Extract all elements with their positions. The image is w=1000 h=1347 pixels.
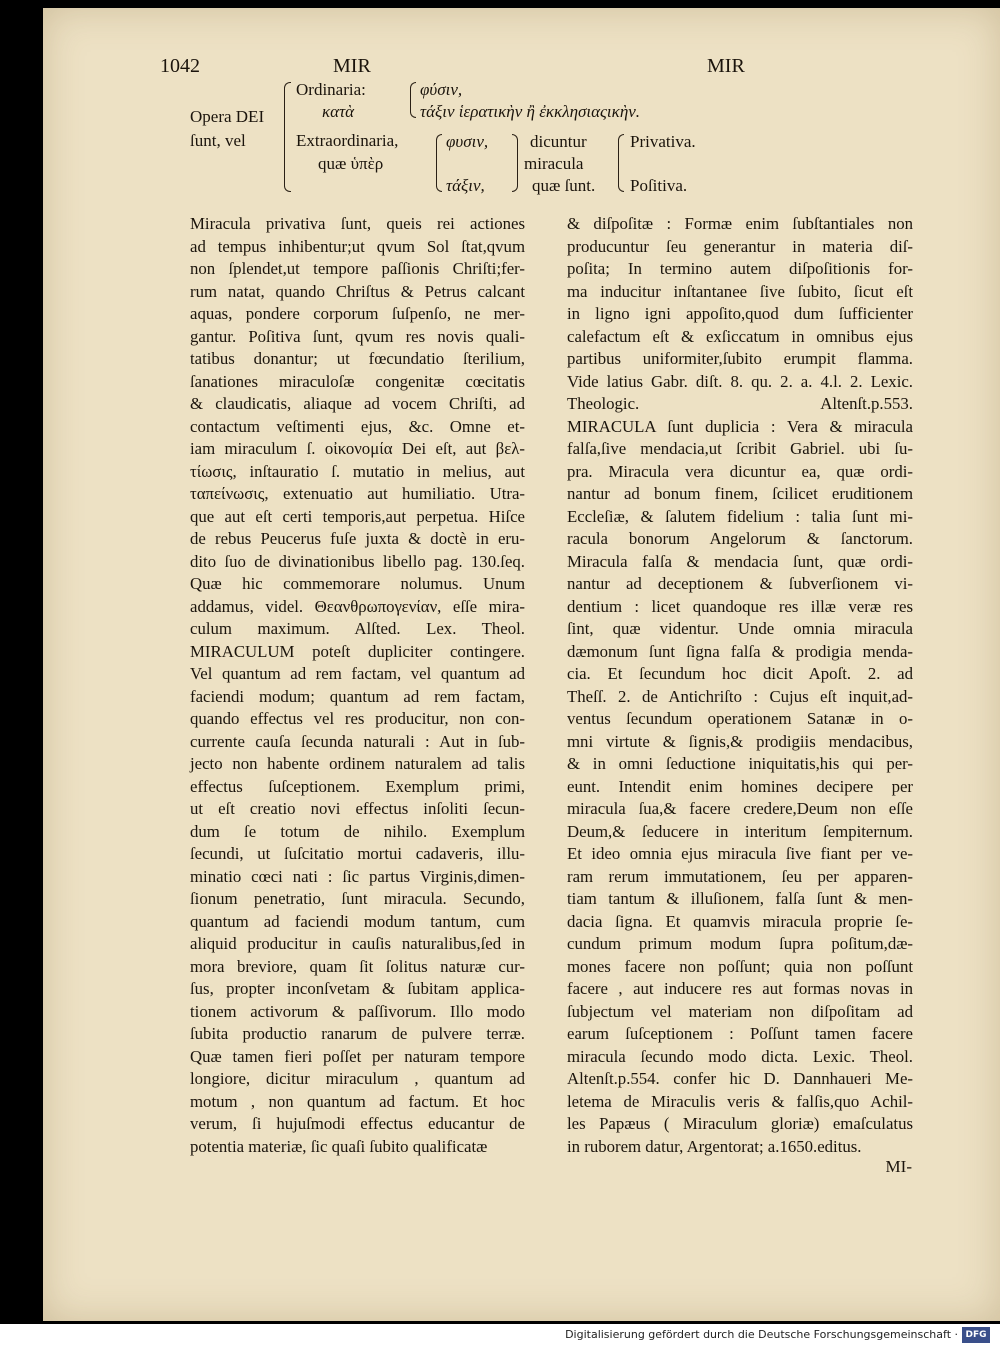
text-line: & diſpoſitæ : Formæ enim ſubſtantiales non <box>567 214 913 233</box>
ordinaria-label: Ordinaria: <box>296 80 366 99</box>
text-line: ſint, quæ videntur. Unde omnia miracula <box>567 619 913 638</box>
text-line: ſubita productio ranarum de pulvere terræ. <box>190 1024 525 1043</box>
text-line: racula bonorum Angelorum & ſanctorum. <box>567 529 913 548</box>
root-line-1: Opera DEI <box>190 107 265 126</box>
text-line: nantur ad bonum finem, ſcilicet eruditionem <box>567 484 913 503</box>
text-line: Quæ hic commemorare nolumus. Unum <box>190 574 525 593</box>
text-line: rum natat, quando Chriſtus & Petrus calcant <box>190 281 525 301</box>
text-line: MIRACULA ſunt duplicia : Vera & miracula <box>567 416 913 436</box>
text-line: τίωσις, inſtauratio ſ. mutatio in melius, aut <box>190 461 525 481</box>
ordinaria-brace <box>410 82 416 118</box>
text-line: eunt. Intendit enim homines decipere per <box>567 776 913 796</box>
footer-credit: Digitalisierung gefördert durch die Deutsche Forschungsgemeinschaft · <box>565 1328 958 1341</box>
taxin-full: τάξιν ἱερατικὴν ἢ ἐκκλησιαςικὴν. <box>420 102 641 121</box>
text-line: motum , non quantum ad factum. Et hoc <box>190 1091 525 1111</box>
text-line: dæmonum ſunt ſigna falſa & prodigia menda- <box>567 641 913 661</box>
extraordinaria-label: Extraordinaria, <box>296 131 399 150</box>
text-line: dito ſuo de divinationibus libello pag. 130.ſeq. <box>190 551 525 571</box>
text-line: earum ſuſceptionem : Poſſunt tamen facere <box>567 1024 913 1043</box>
text-line: jecto non habente ordinem naturalem ad talis <box>190 754 525 773</box>
right-running-head: MIR <box>707 55 745 77</box>
text-line: Quæ tamen fieri poſſet per naturam tempore <box>190 1046 525 1066</box>
text-line: potentia materiæ, ſic quaſi ſubito qualificatæ <box>190 1136 488 1156</box>
text-line: miracula ſecundo modo dicta. Lexic. Theol. <box>567 1046 913 1066</box>
left-running-head: MIR <box>333 55 371 77</box>
text-line: ſecundi, ut ſuſcitatio mortui cadaveris, illu- <box>190 844 525 863</box>
text-line: ſanationes miraculoſæ congenitæ cœcitatis <box>190 371 525 391</box>
privativa-label: Privativa. <box>630 132 696 151</box>
text-line: culum maximum. Alſted. Lex. Theol. <box>190 619 525 638</box>
main-brace <box>284 82 291 192</box>
text-line: facere , aut inducere res aut formas novas in <box>567 979 913 998</box>
text-line: partibus uniformiter,ſubito erumpit flamma. <box>567 349 913 368</box>
footer-bar <box>0 1324 1000 1347</box>
text-line: Vel quantum ad rem factam, vel quantum ad <box>190 664 525 683</box>
text-line: ſus, propter inconſvetam & ſubitam applica- <box>190 979 525 998</box>
text-line: gantur. Poſitiva ſunt, qvum res novis quali- <box>190 326 525 346</box>
text-line: non ſplendet,ut tempore paſſionis Chriſti;fer- <box>190 259 525 278</box>
text-line: ram rerum immutationem, ſeu per apparen- <box>567 866 913 886</box>
text-line: quantum ad faciendi modum tantum, cum <box>190 911 525 931</box>
text-line: tatibus donantur; ut fœcundatio ſterilium, <box>190 349 525 368</box>
text-line: Miracula falſa & mendacia ſunt, quæ ordi- <box>567 551 913 571</box>
text-line: contactum veſtimenti ejus, &c. Omne et- <box>190 416 525 436</box>
quae-sunt-label: quæ ſunt. <box>532 176 596 195</box>
text-line: currente cauſa ſecunda naturali : Aut in ſub- <box>190 731 525 751</box>
text-line: mones facere non poſſunt; quia non poſſunt <box>567 956 913 976</box>
root-line-2: ſunt, vel <box>190 131 246 150</box>
text-line: minatio cœci nati : ſic partus Virginis,dimen- <box>190 866 525 886</box>
text-line: faciendi modum; quantum ad rem factam, <box>190 686 525 706</box>
text-line: Theſſ. 2. de Antichriſto : Cujus eſt inquit,ad- <box>567 686 913 706</box>
text-line: tiam tantum & illuſionem, falſa ſunt & men- <box>567 889 913 908</box>
text-line: in ligno igni appoſito,quod dum ſufficienter <box>567 304 913 323</box>
text-line: aliquid producitur in cauſis naturalibus,ſed in <box>190 934 525 953</box>
text-line: ſionum penetratio, ſunt miracula. Secundo, <box>190 889 525 908</box>
text-line: MIRACULUM poteſt dupliciter contingere. <box>190 641 525 661</box>
taxin-2: τάξιν, <box>446 176 485 195</box>
text-line: Et ideo omnia ejus miracula ſive fiant per ve- <box>567 844 913 863</box>
text-line: ma inducitur inſtantanee ſive ſubito, ſicut eſt <box>567 281 913 301</box>
text-line: que aut eſt certi temporis,aut perpetua. Hiſce <box>190 506 525 526</box>
text-line: pra. Miracula vera dicuntur ea, quæ ordi- <box>567 461 913 481</box>
text-line: Theologic. Altenſt.p.553. <box>567 394 913 413</box>
text-line: falſa,ſive mendacia,ut ſcribit Gabriel. ubi ſu- <box>567 439 913 458</box>
text-line: dentium : licet quandoque res illæ veræ res <box>567 596 913 616</box>
page-number: 1042 <box>160 55 200 77</box>
text-line: cundum primum modum ſupra poſitum,dæ- <box>567 934 913 953</box>
text-line: les Papæus ( Miraculum gloriæ) emaſculatus <box>567 1114 913 1133</box>
text-line: Eccleſiæ, & ſalutem fidelium : talia ſunt mi- <box>567 506 913 526</box>
privativa-brace <box>618 134 624 192</box>
text-line: dacia ſigna. Et quamvis miracula proprie ſe- <box>567 911 913 931</box>
text-line: dum ſe totum de nihilo. Exemplum <box>190 821 525 841</box>
kata-label: κατὰ <box>322 102 355 121</box>
catchword: MI- <box>885 1157 912 1176</box>
text-line: quando effectus vel res producitur, non con- <box>190 709 525 728</box>
right-column <box>567 213 913 1158</box>
text-line: tionem activorum & paſſivorum. Illo modo <box>190 1001 525 1021</box>
text-line: verum, ſi hujuſmodi effectus educantur de <box>190 1114 525 1133</box>
miracula-label: miracula <box>524 154 584 173</box>
text-line: producuntur ſeu generantur in materia diſ- <box>567 236 913 256</box>
dicuntur-label: dicuntur <box>530 132 587 151</box>
text-line: ventus ſecundum operationem Satanæ in o- <box>567 709 913 728</box>
quae-hyper-label: quæ ὑπὲρ <box>318 154 384 173</box>
text-line: iam miraculum ſ. οἰκονομία Dei eſt, aut βελ- <box>190 439 525 458</box>
text-line: longiore, dicitur miraculum , quantum ad <box>190 1069 525 1088</box>
text-line: & claudicatis, aliaque ad vocem Chriſti, ad <box>190 394 525 413</box>
text-line: mni virtute & ſignis,& prodigiis mendacibus, <box>567 731 913 751</box>
dicuntur-brace <box>512 134 518 192</box>
text-line: poſita; In termino autem diſpoſitionis for- <box>567 259 913 278</box>
text-line: & in omni ſeductione iniquitatis,his qui per- <box>567 754 913 773</box>
physin-2: φυσιν, <box>446 132 489 151</box>
text-line: ſubjectum vel materiam non diſpoſitam ad <box>567 1001 913 1021</box>
text-line: effectus ſuſceptionem. Exemplum primi, <box>190 776 525 796</box>
text-line: mora breviore, quam ſit ſolitus naturæ cur- <box>190 956 525 976</box>
extraordinaria-brace <box>436 134 442 192</box>
text-line: calefactum eſt & exſiccatum in omnibus ejus <box>567 326 913 346</box>
dfg-logo: DFG <box>962 1327 990 1343</box>
text-line: ut eſt creatio novi effectus inſoliti ſecun- <box>190 799 525 818</box>
text-line: nantur ad deceptionem & ſubverſionem vi- <box>567 574 913 593</box>
text-line: Altenſt.p.554. confer hic D. Dannhaueri Me- <box>567 1069 913 1088</box>
text-line: addamus, videl. Θεανθρωπογενίαν, eſſe mira- <box>190 596 525 616</box>
text-line: ταπείνωσις, extenuatio aut humiliatio. Utra- <box>190 484 525 503</box>
positiva-label: Poſitiva. <box>630 176 688 195</box>
text-line: letema de Miraculis veris & falſis,quo Achil- <box>567 1091 913 1111</box>
text-line: ad tempus inhibentur;ut qvum Sol ſtat,qvum <box>190 236 525 256</box>
text-line: Miracula privativa ſunt, queis rei actiones <box>190 214 525 233</box>
physin-1: φύσιν, <box>420 80 463 99</box>
text-line: de rebus Peucerus fuſe juxta & doctè in eru- <box>190 529 525 548</box>
text-line: miracula ſua,& facere credere,Deum non eſſe <box>567 799 913 818</box>
left-column <box>190 213 525 1158</box>
text-line: Deum,& ſeducere in interitum ſempiternum. <box>567 821 913 841</box>
text-line: in ruborem datur, Argentorat; a.1650.editus. <box>567 1136 862 1156</box>
text-line: cia. Et ſecundum hoc dicit Apoſt. 2. ad <box>567 664 913 683</box>
text-line: Vide latius Gabr. diſt. 8. qu. 2. a. 4.l. 2. Lexic. <box>567 371 913 391</box>
text-line: aquas, pondere corporum ſuſpenſo, ne mer- <box>190 304 525 323</box>
